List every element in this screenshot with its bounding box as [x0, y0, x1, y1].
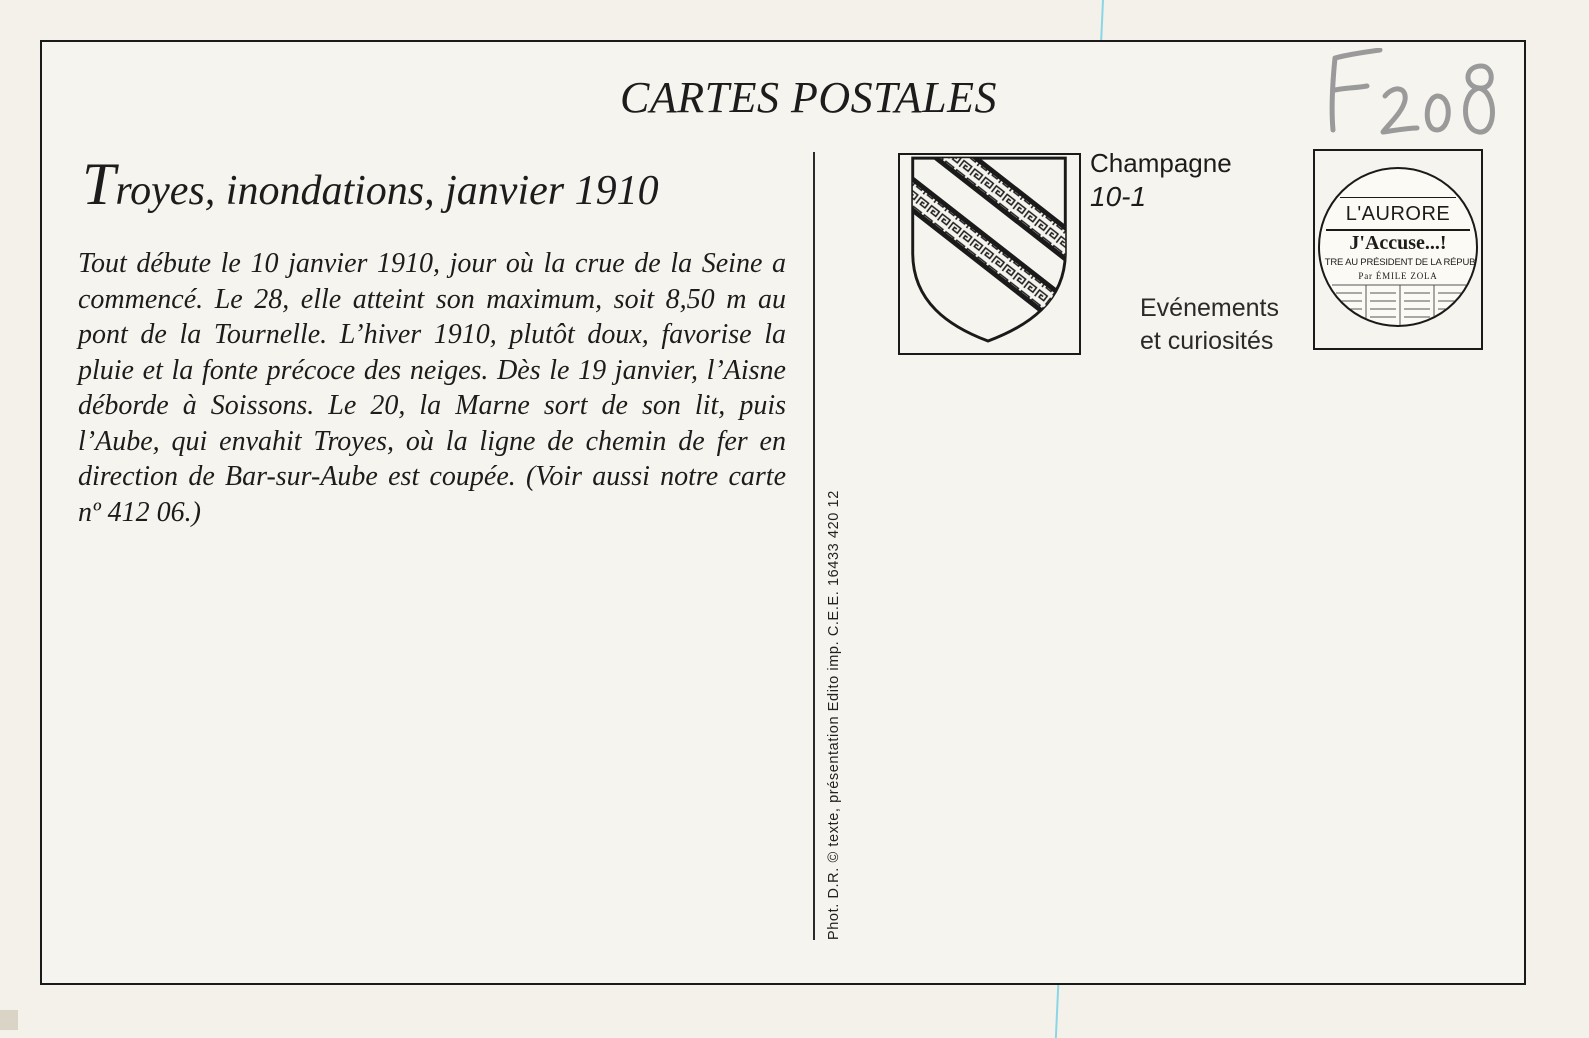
credits-line: Phot. D.R. © texte, présentation Edito imp. C.E.E. 16433 420 12: [826, 490, 842, 940]
stamp-rule-top: [1340, 197, 1456, 198]
stamp-newspaper-name: L'AURORE: [1345, 203, 1451, 225]
region-code: 10-1: [1090, 181, 1147, 212]
card-title: [82, 150, 659, 219]
stamp-subline: TRE AU PRÉSIDENT DE LA RÉPUB: [1324, 257, 1476, 268]
aurore-stamp-icon: [1318, 167, 1478, 327]
handwritten-annotation: [1325, 48, 1505, 148]
stamp-columns-icon: [1332, 283, 1468, 327]
card-title-initial: T: [82, 151, 116, 217]
vertical-divider: [813, 152, 815, 940]
region-name: Champagne: [1090, 148, 1232, 178]
region-label: [1090, 146, 1232, 214]
stamp-rule: [1326, 229, 1470, 231]
coat-of-arms-box: [898, 153, 1081, 355]
stamp-byline: Par ÉMILE ZOLA: [1358, 271, 1438, 281]
series-label: [1140, 292, 1279, 358]
series-line-2: et curiosités: [1140, 327, 1274, 355]
series-line-1: Evénements: [1140, 294, 1279, 322]
stamp-box: [1313, 149, 1483, 350]
corner-mark: [0, 1010, 18, 1030]
stamp-headline: J'Accuse...!: [1349, 232, 1447, 254]
header-title: CARTES POSTALES: [620, 73, 998, 122]
champagne-coat-of-arms-icon: [900, 155, 1079, 353]
card-description: Tout débute le 10 janvier 1910, jour où la crue de la Seine a commencé. Le 28, elle atteint son maximum, soit 8,50 m au pont de la Tournelle. L’hiver 1910, plutôt doux, favorise la pluie et la fonte précoce des neiges. Dès le 19 janvier, l’Aisne déborde à Soissons. Le 20, la Marne sort de son lit, puis l’Aube, qui envahit Troyes, où la ligne de chemin de fer en direction de Bar-sur-Aube est coupée. (Voir aussi notre carte nº 412 06.): [78, 248, 786, 528]
card-title-rest: royes, inondations, janvier 1910: [115, 168, 659, 214]
